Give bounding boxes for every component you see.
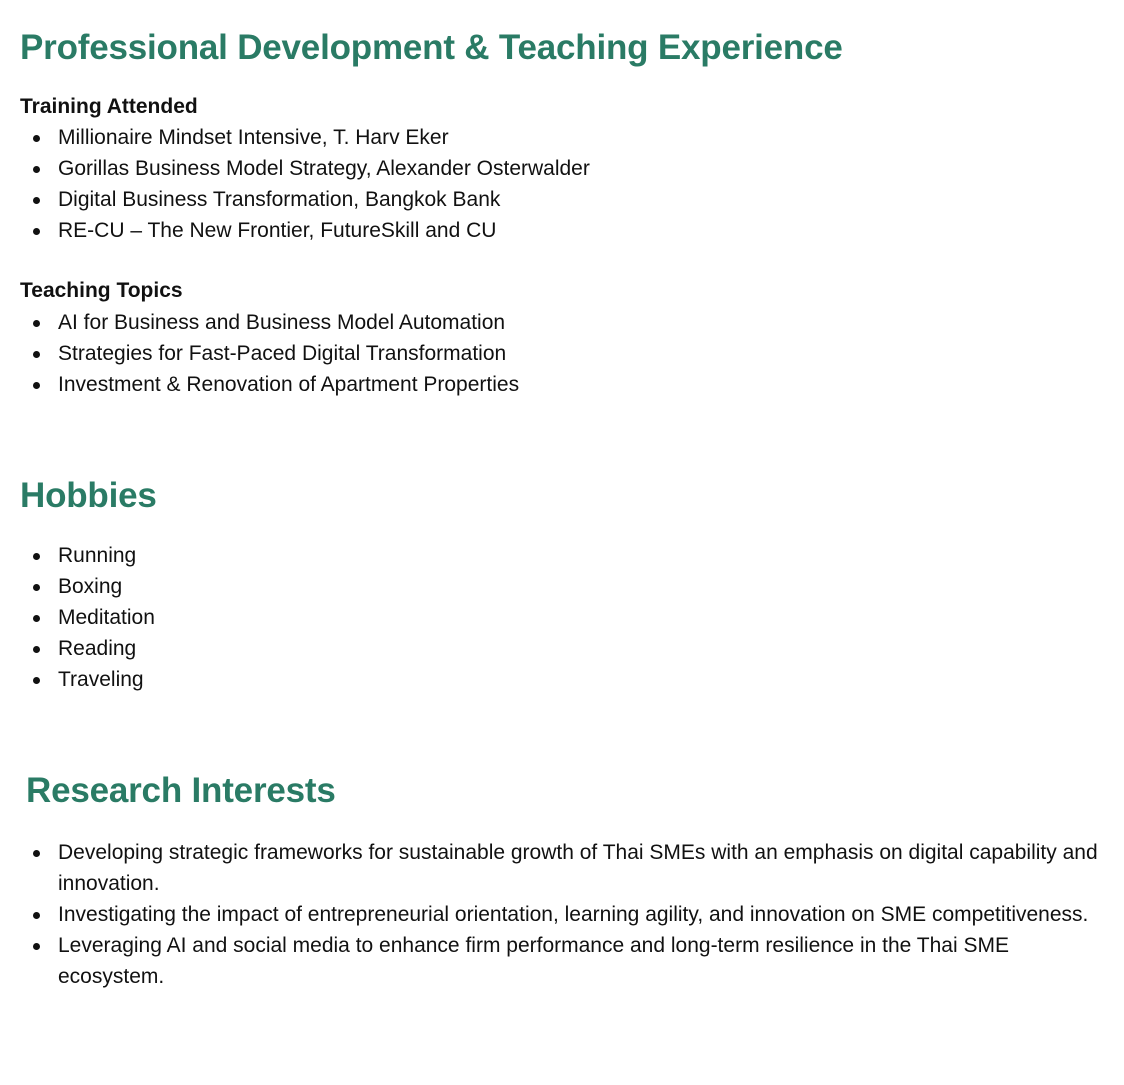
training-list (58, 122, 590, 246)
bullet-icon (33, 943, 40, 950)
research-item: Investigating the impact of entrepreneurial orientation, learning agility, and innovation on SME competitiveness. (58, 903, 1089, 926)
teaching-item: AI for Business and Business Model Automation (58, 311, 506, 334)
hobby-item: Meditation (58, 606, 155, 629)
research-interests-title: Research Interests (26, 771, 336, 810)
teaching-topics-heading: Teaching Topics (20, 279, 183, 302)
bullet-icon (33, 584, 40, 591)
hobby-item: Boxing (58, 575, 123, 598)
list-item (58, 930, 1098, 992)
list-item (58, 602, 155, 633)
bullet-icon (33, 850, 40, 857)
bullet-icon (33, 320, 40, 327)
bullet-icon (33, 166, 40, 173)
hobbies-title: Hobbies (20, 476, 157, 515)
training-item: Millionaire Mindset Intensive, T. Harv Eker (58, 126, 449, 149)
hobby-item: Reading (58, 637, 137, 660)
research-list (58, 837, 1098, 992)
list-item (58, 215, 590, 246)
training-item: Digital Business Transformation, Bangkok Bank (58, 188, 501, 211)
teaching-item: Strategies for Fast-Paced Digital Transformation (58, 342, 507, 365)
bullet-icon (33, 351, 40, 358)
bullet-icon (33, 197, 40, 204)
bullet-icon (33, 677, 40, 684)
training-attended-heading: Training Attended (20, 95, 198, 118)
teaching-list (58, 307, 519, 400)
professional-development-title: Professional Development & Teaching Experience (20, 28, 843, 67)
hobbies-list (58, 540, 155, 695)
hobby-item: Traveling (58, 668, 144, 691)
bullet-icon (33, 135, 40, 142)
list-item (58, 153, 590, 184)
bullet-icon (33, 382, 40, 389)
bullet-icon (33, 646, 40, 653)
list-item (58, 184, 590, 215)
list-item (58, 837, 1098, 899)
bullet-icon (33, 228, 40, 235)
bullet-icon (33, 553, 40, 560)
training-item: Gorillas Business Model Strategy, Alexander Osterwalder (58, 157, 590, 180)
research-item: Leveraging AI and social media to enhance firm performance and long-term resilience in the Thai SME ecosystem. (58, 934, 1009, 988)
list-item (58, 571, 155, 602)
list-item (58, 899, 1098, 930)
research-item: Developing strategic frameworks for sustainable growth of Thai SMEs with an emphasis on digital capability and innovation. (58, 841, 1098, 895)
bullet-icon (33, 615, 40, 622)
list-item (58, 122, 590, 153)
teaching-item: Investment & Renovation of Apartment Properties (58, 373, 520, 396)
list-item (58, 633, 155, 664)
list-item (58, 664, 155, 695)
bullet-icon (33, 912, 40, 919)
training-item: RE-CU – The New Frontier, FutureSkill and CU (58, 219, 497, 242)
list-item (58, 369, 519, 400)
list-item (58, 307, 519, 338)
list-item (58, 540, 155, 571)
list-item (58, 338, 519, 369)
hobby-item: Running (58, 544, 137, 567)
